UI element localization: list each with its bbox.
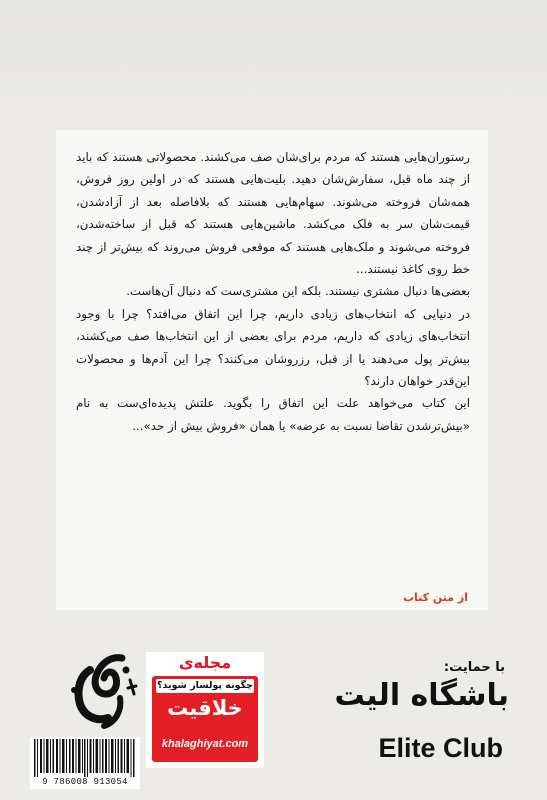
magazine-url: khalaghiyat.com bbox=[161, 738, 249, 750]
excerpt-paragraph-4: این کتاب می‌خواهد علت این اتفاق را بگوید. علتش پدیده‌ای‌ست به نام «بیش‌ترشدن تقاضا نسبت به عرضه» یا همان «فروش بیش از حد»... bbox=[76, 396, 470, 433]
excerpt-paragraph-1: رستوران‌هایی هستند که مردم برای‌شان صف می‌کشند. محصولاتی هستند که باید از چند ماه قبل، سفارش‌شان دهید. بلیت‌هایی هستند که در اولین روز فروش، همه‌شان فروخته می‌شوند. سهام‌هایی هستند که بلافاصله بعد از آزادشدن، قیمت‌شان سر به فلک می‌کشد. ماشین‌هایی هستند که قبل از ساخته‌شدن، فروخته می‌شوند و ملک‌هایی هستند که موقعی فروش می‌روند که بیش‌تر از چند خط روی کاغذ نیستند... bbox=[76, 150, 470, 277]
sponsor-name-en: Elite Club bbox=[378, 733, 503, 763]
magazine-logo bbox=[146, 652, 264, 768]
sponsor-name-fa: باشگاه الیت bbox=[334, 678, 509, 713]
magazine-badge bbox=[152, 676, 258, 762]
excerpt-paragraph-2: بعضی‌ها دنبال مشتری نیستند. بلکه این مشتری‌ست که دنبال آن‌هاست. bbox=[126, 284, 470, 299]
magazine-tagline: چگونه پولساز شوید؟ bbox=[157, 680, 253, 691]
sponsor-label: با حمایت: bbox=[443, 660, 505, 675]
isbn-barcode bbox=[30, 737, 140, 789]
publisher-logo-icon bbox=[60, 650, 140, 732]
magazine-prefix: مجله‌ی bbox=[178, 653, 232, 672]
isbn-digits: 9 786008 913054 bbox=[42, 777, 128, 787]
magazine-name: خلاقیت bbox=[167, 696, 243, 720]
barcode-icon bbox=[34, 739, 136, 777]
excerpt-paragraph-3: در دنیایی که انتخاب‌های زیادی داریم، چرا این اتفاق می‌افتد؟ چرا با وجود انتخاب‌های زیادی که داریم، مردم برای بعضی از این انتخاب‌ها صف می‌کشند، بیش‌تر پول می‌دهند یا از قبل، رزروشان می‌کنند؟ چرا این آدم‌ها و محصولات این‌قدر خواهان دارند؟ bbox=[76, 306, 470, 389]
excerpt-panel bbox=[56, 130, 488, 610]
cover-background bbox=[0, 0, 547, 120]
excerpt-source: از متن کتاب bbox=[402, 591, 468, 604]
